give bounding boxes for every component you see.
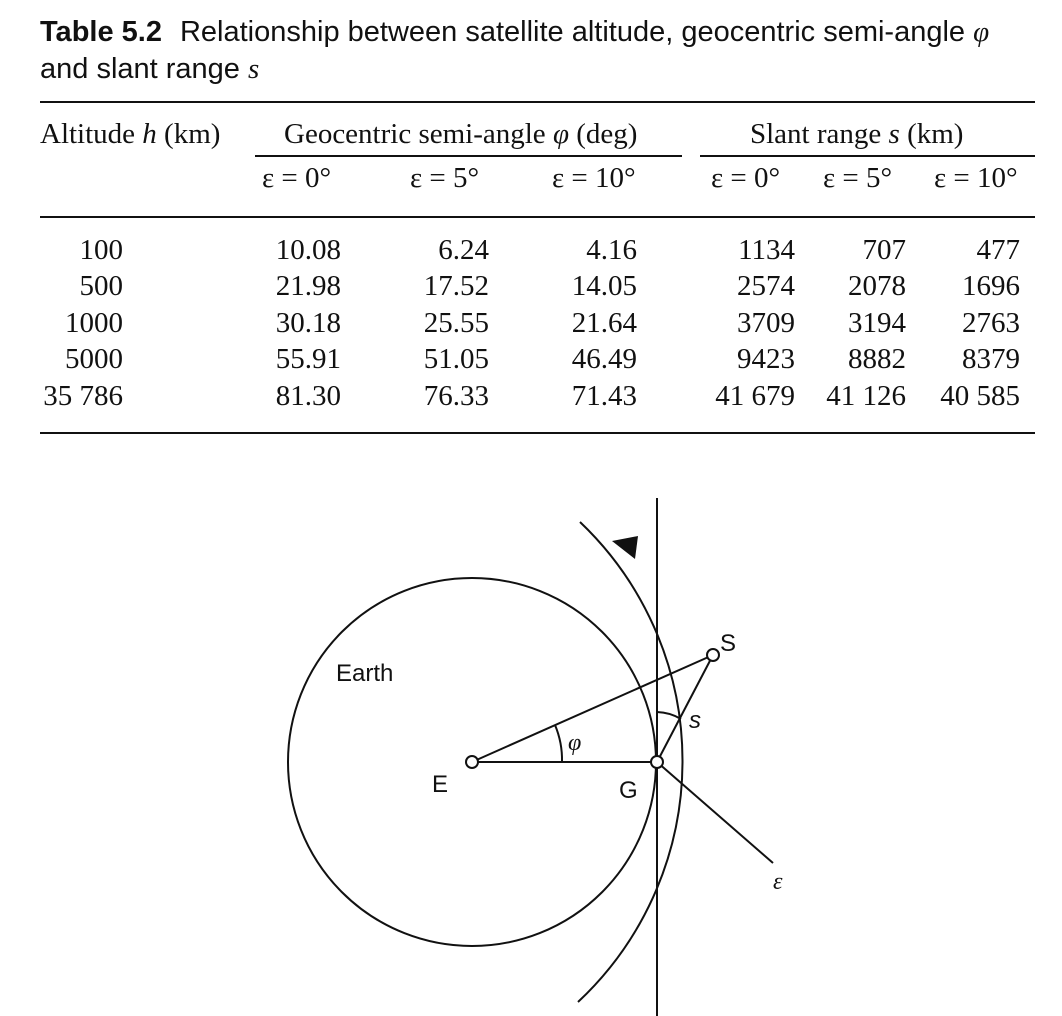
slant-line-GS [657, 655, 713, 762]
label-s: s [689, 707, 701, 734]
table-cell: 71.43 [571, 380, 637, 412]
point-G [651, 756, 663, 768]
table-cell: 81.30 [275, 380, 341, 412]
zenith-line [657, 762, 773, 863]
altitude-cell: 1000 [65, 307, 123, 339]
table-cell: 8379 [962, 343, 1020, 375]
table-cell: 30.18 [275, 307, 341, 339]
table-cell: 6.24 [438, 234, 489, 266]
caption-text: Relationship between satellite altitude, geocentric semi-angle [179, 16, 966, 48]
elev-label: ε = 0° [711, 162, 781, 194]
table-cell: 2078 [848, 270, 906, 302]
table-number: Table 5.2 [40, 16, 162, 48]
slant-header: Slant range s (km) [750, 118, 964, 150]
label-S: S [720, 630, 737, 657]
table-cell: 9423 [737, 343, 795, 375]
table-cell: 41 679 [715, 380, 795, 412]
elev-label: ε = 10° [552, 162, 636, 194]
label-epsilon: ε [773, 869, 783, 895]
table-cell: 477 [976, 234, 1020, 266]
table-cell: 10.08 [275, 234, 341, 266]
phi-arc [555, 725, 562, 762]
table-cell: 51.05 [423, 343, 489, 375]
altitude-cell: 5000 [65, 343, 123, 375]
table-cell: 21.64 [571, 307, 637, 339]
earth-label: Earth [336, 660, 394, 687]
line-ES [472, 655, 713, 762]
geocentric-header: Geocentric semi-angle φ (deg) [284, 118, 638, 150]
elev-label: ε = 0° [262, 162, 332, 194]
caption-text-2: and slant range [40, 53, 240, 85]
table-cell: 21.98 [275, 270, 341, 302]
table-cell: 707 [862, 234, 906, 266]
label-E: E [432, 771, 449, 798]
table-cell: 40 585 [940, 380, 1020, 412]
table-cell: 14.05 [571, 270, 637, 302]
point-S [707, 649, 719, 661]
table-cell: 76.33 [423, 380, 489, 412]
caption-s: s [248, 53, 260, 85]
elev-label: ε = 5° [823, 162, 893, 194]
table-cell: 17.52 [423, 270, 489, 302]
label-G: G [619, 777, 638, 804]
altitude-header: Altitude h (km) [40, 118, 221, 150]
altitude-cell: 35 786 [43, 380, 123, 412]
elev-label: ε = 10° [934, 162, 1018, 194]
table-cell: 3194 [848, 307, 906, 339]
table-cell: 46.49 [571, 343, 637, 375]
table-cell: 8882 [848, 343, 906, 375]
table-cell: 1696 [962, 270, 1020, 302]
table-cell: 41 126 [826, 380, 906, 412]
caption-phi: φ [973, 16, 990, 48]
altitude-cell: 100 [79, 234, 123, 266]
orbit-direction-arrow [612, 536, 638, 559]
table-cell: 4.16 [586, 234, 637, 266]
table-cell: 55.91 [275, 343, 341, 375]
elev-label: ε = 5° [410, 162, 480, 194]
altitude-cell: 500 [79, 270, 123, 302]
table-cell: 2763 [962, 307, 1020, 339]
table-cell: 1134 [738, 234, 795, 266]
table-cell: 2574 [737, 270, 795, 302]
table-cell: 25.55 [423, 307, 489, 339]
label-phi: φ [568, 730, 582, 756]
point-E [466, 756, 478, 768]
elevation-arc [657, 712, 681, 719]
table-cell: 3709 [737, 307, 795, 339]
